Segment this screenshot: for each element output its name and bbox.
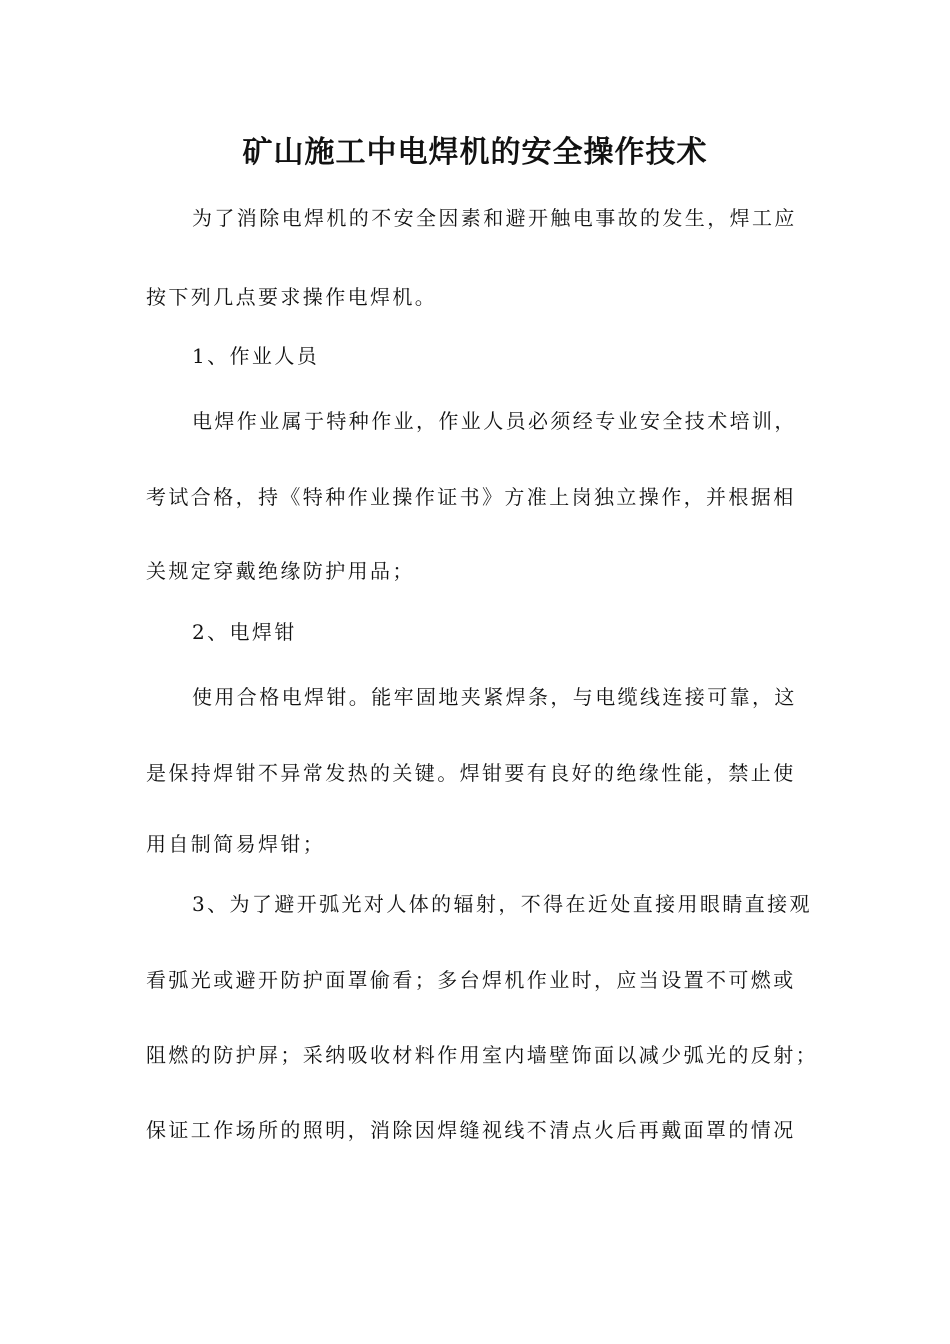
paragraph-line: 阻燃的防护屏；采纳吸收材料作用室内墙壁饰面以减少弧光的反射；: [146, 1043, 818, 1067]
paragraph-line: 用自制简易焊钳；: [146, 832, 326, 856]
paragraph-line: 是保持焊钳不异常发热的关键。焊钳要有良好的绝缘性能，禁止使: [146, 761, 796, 785]
paragraph-line: 看弧光或避开防护面罩偷看；多台焊机作业时，应当设置不可燃或: [146, 968, 796, 992]
section-heading: 1、作业人员: [192, 344, 320, 368]
paragraph-line: 考试合格，持《特种作业操作证书》方准上岗独立操作，并根据相: [146, 485, 796, 509]
paragraph-line: 关规定穿戴绝缘防护用品；: [146, 559, 415, 583]
paragraph-line: 使用合格电焊钳。能牢固地夹紧焊条，与电缆线连接可靠，这: [192, 685, 797, 709]
paragraph-line: 3、为了避开弧光对人体的辐射，不得在近处直接用眼睛直接观: [192, 892, 812, 916]
document-title: 矿山施工中电焊机的安全操作技术: [242, 135, 708, 170]
paragraph-line: 电焊作业属于特种作业，作业人员必须经专业安全技术培训，: [192, 409, 797, 433]
section-heading: 2、电焊钳: [192, 620, 297, 644]
paragraph-line: 按下列几点要求操作电焊机。: [146, 285, 438, 309]
paragraph-line: 为了消除电焊机的不安全因素和避开触电事故的发生，焊工应: [192, 206, 797, 230]
paragraph-line: 保证工作场所的照明，消除因焊缝视线不清点火后再戴面罩的情况: [146, 1118, 796, 1142]
